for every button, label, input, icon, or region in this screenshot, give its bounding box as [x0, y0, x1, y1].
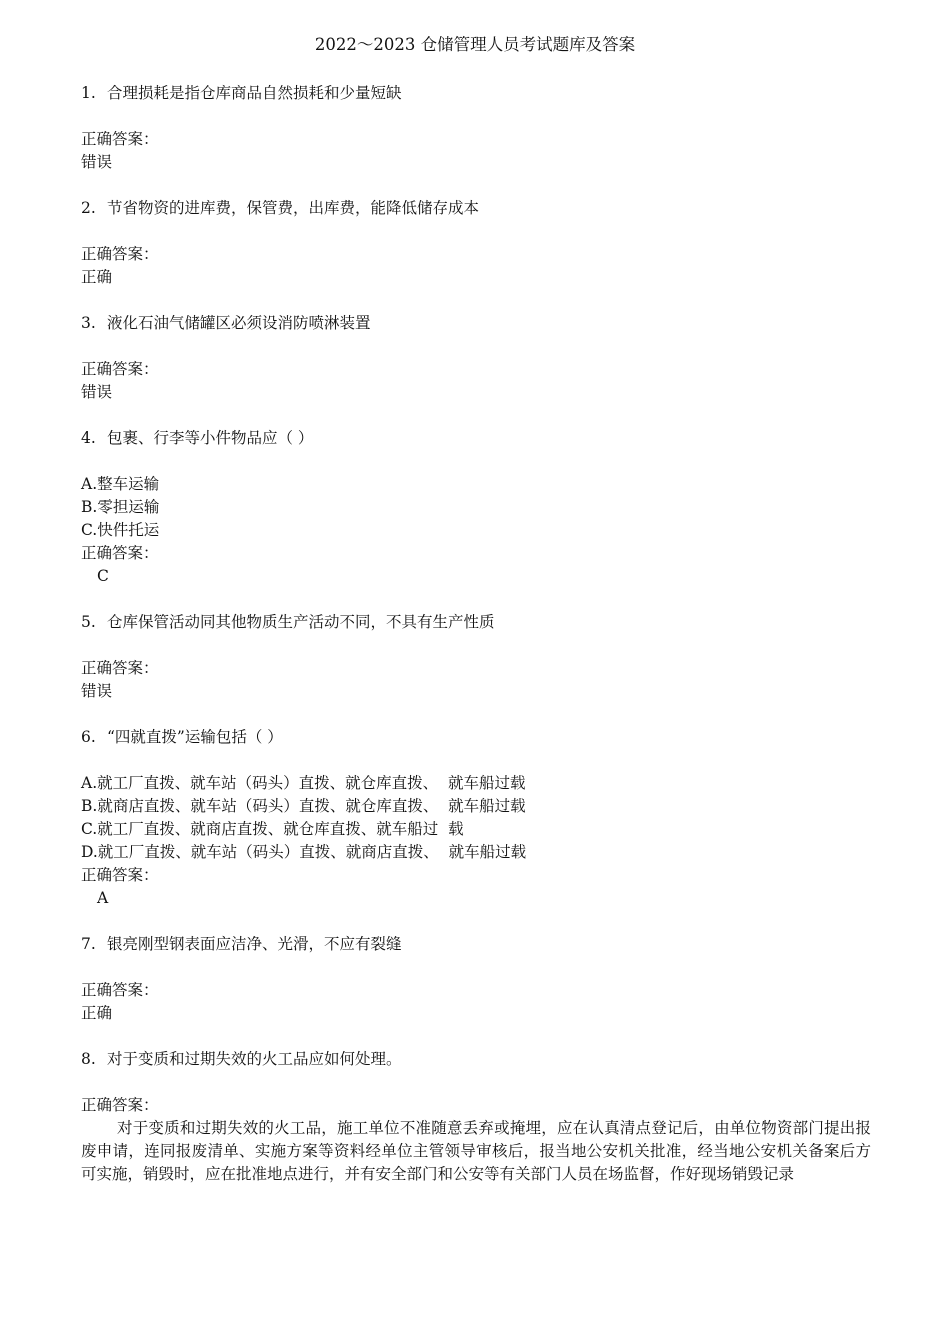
question-5 — [81, 611, 871, 703]
answer-value: 正确 — [81, 268, 113, 286]
question-number: 8. — [81, 1050, 96, 1068]
question-3 — [81, 312, 871, 404]
question-number: 5. — [81, 613, 96, 631]
question-4 — [81, 427, 871, 588]
question-stem — [81, 611, 871, 634]
question-stem — [81, 933, 871, 956]
question-number: 1. — [81, 84, 96, 102]
question-list — [81, 82, 871, 1186]
question-stem — [81, 82, 871, 105]
answer-value: A — [97, 889, 109, 907]
option-b: B.零担运输 — [81, 498, 160, 516]
document-title: 2022～2023 仓储管理人员考试题库及答案 — [314, 35, 636, 54]
question-number: 2. — [81, 199, 96, 217]
answer-label: 正确答案： — [81, 360, 159, 378]
question-number: 6. — [81, 728, 96, 746]
question-text: 对于变质和过期失效的火工品应如何处理。 — [107, 1050, 402, 1068]
option-c: C.就工厂直拨、就商店直拨、就仓库直拨、就车船过 载 — [81, 820, 464, 838]
question-text: 节省物资的进库费，保管费，出库费，能降低储存成本 — [107, 199, 480, 217]
question-stem — [81, 726, 871, 749]
question-text: “四就直拨”运输包括（ ） — [107, 728, 283, 746]
answer-label: 正确答案： — [81, 659, 159, 677]
answer-value: 错误 — [81, 383, 113, 401]
question-stem — [81, 312, 871, 335]
question-text: 液化石油气储罐区必须设消防喷淋装置 — [107, 314, 371, 332]
answer-paragraph: 对于变质和过期失效的火工品，施工单位不准随意丢弃或掩埋，应在认真清点登记后，由单位物资部门提出报废申请，连同报废清单、实施方案等资料经单位主管领导审核后，报当地公安机关批准，经当地公安机关备案后方可实施，销毁时，应在批准地点进行，并有安全部门和公安等有关部门人员在场监督，作好现场销毁记录 — [81, 1119, 871, 1183]
question-stem — [81, 197, 871, 220]
question-text: 包裹、行李等小件物品应（ ） — [107, 429, 314, 447]
answer-label: 正确答案： — [81, 981, 159, 999]
answer-value: 错误 — [81, 153, 113, 171]
question-text: 合理损耗是指仓库商品自然损耗和少量短缺 — [107, 84, 402, 102]
question-6 — [81, 726, 871, 910]
question-number: 3. — [81, 314, 96, 332]
answer-label: 正确答案： — [81, 1096, 159, 1114]
answer-value: 错误 — [81, 682, 113, 700]
question-text: 仓库保管活动同其他物质生产活动不同，不具有生产性质 — [107, 613, 495, 631]
question-2 — [81, 197, 871, 289]
answer-label: 正确答案： — [81, 866, 159, 884]
question-7 — [81, 933, 871, 1025]
option-b: B.就商店直拨、就车站（码头）直拨、就仓库直拨、 就车船过载 — [81, 797, 526, 815]
question-1 — [81, 82, 871, 174]
answer-value: 正确 — [81, 1004, 113, 1022]
answer-label: 正确答案： — [81, 130, 159, 148]
answer-value: C — [97, 567, 109, 585]
option-d: D.就工厂直拨、就车站（码头）直拨、就商店直拨、 就车船过载 — [81, 843, 527, 861]
option-a: A.整车运输 — [81, 475, 160, 493]
question-text: 银亮刚型钢表面应洁净、光滑，不应有裂缝 — [107, 935, 402, 953]
question-stem — [81, 427, 871, 450]
answer-label: 正确答案： — [81, 544, 159, 562]
question-8 — [81, 1048, 871, 1186]
question-number: 4. — [81, 429, 96, 447]
option-c: C.快件托运 — [81, 521, 160, 539]
answer-label: 正确答案： — [81, 245, 159, 263]
question-stem — [81, 1048, 871, 1071]
option-a: A.就工厂直拨、就车站（码头）直拨、就仓库直拨、 就车船过载 — [81, 774, 526, 792]
question-number: 7. — [81, 935, 96, 953]
